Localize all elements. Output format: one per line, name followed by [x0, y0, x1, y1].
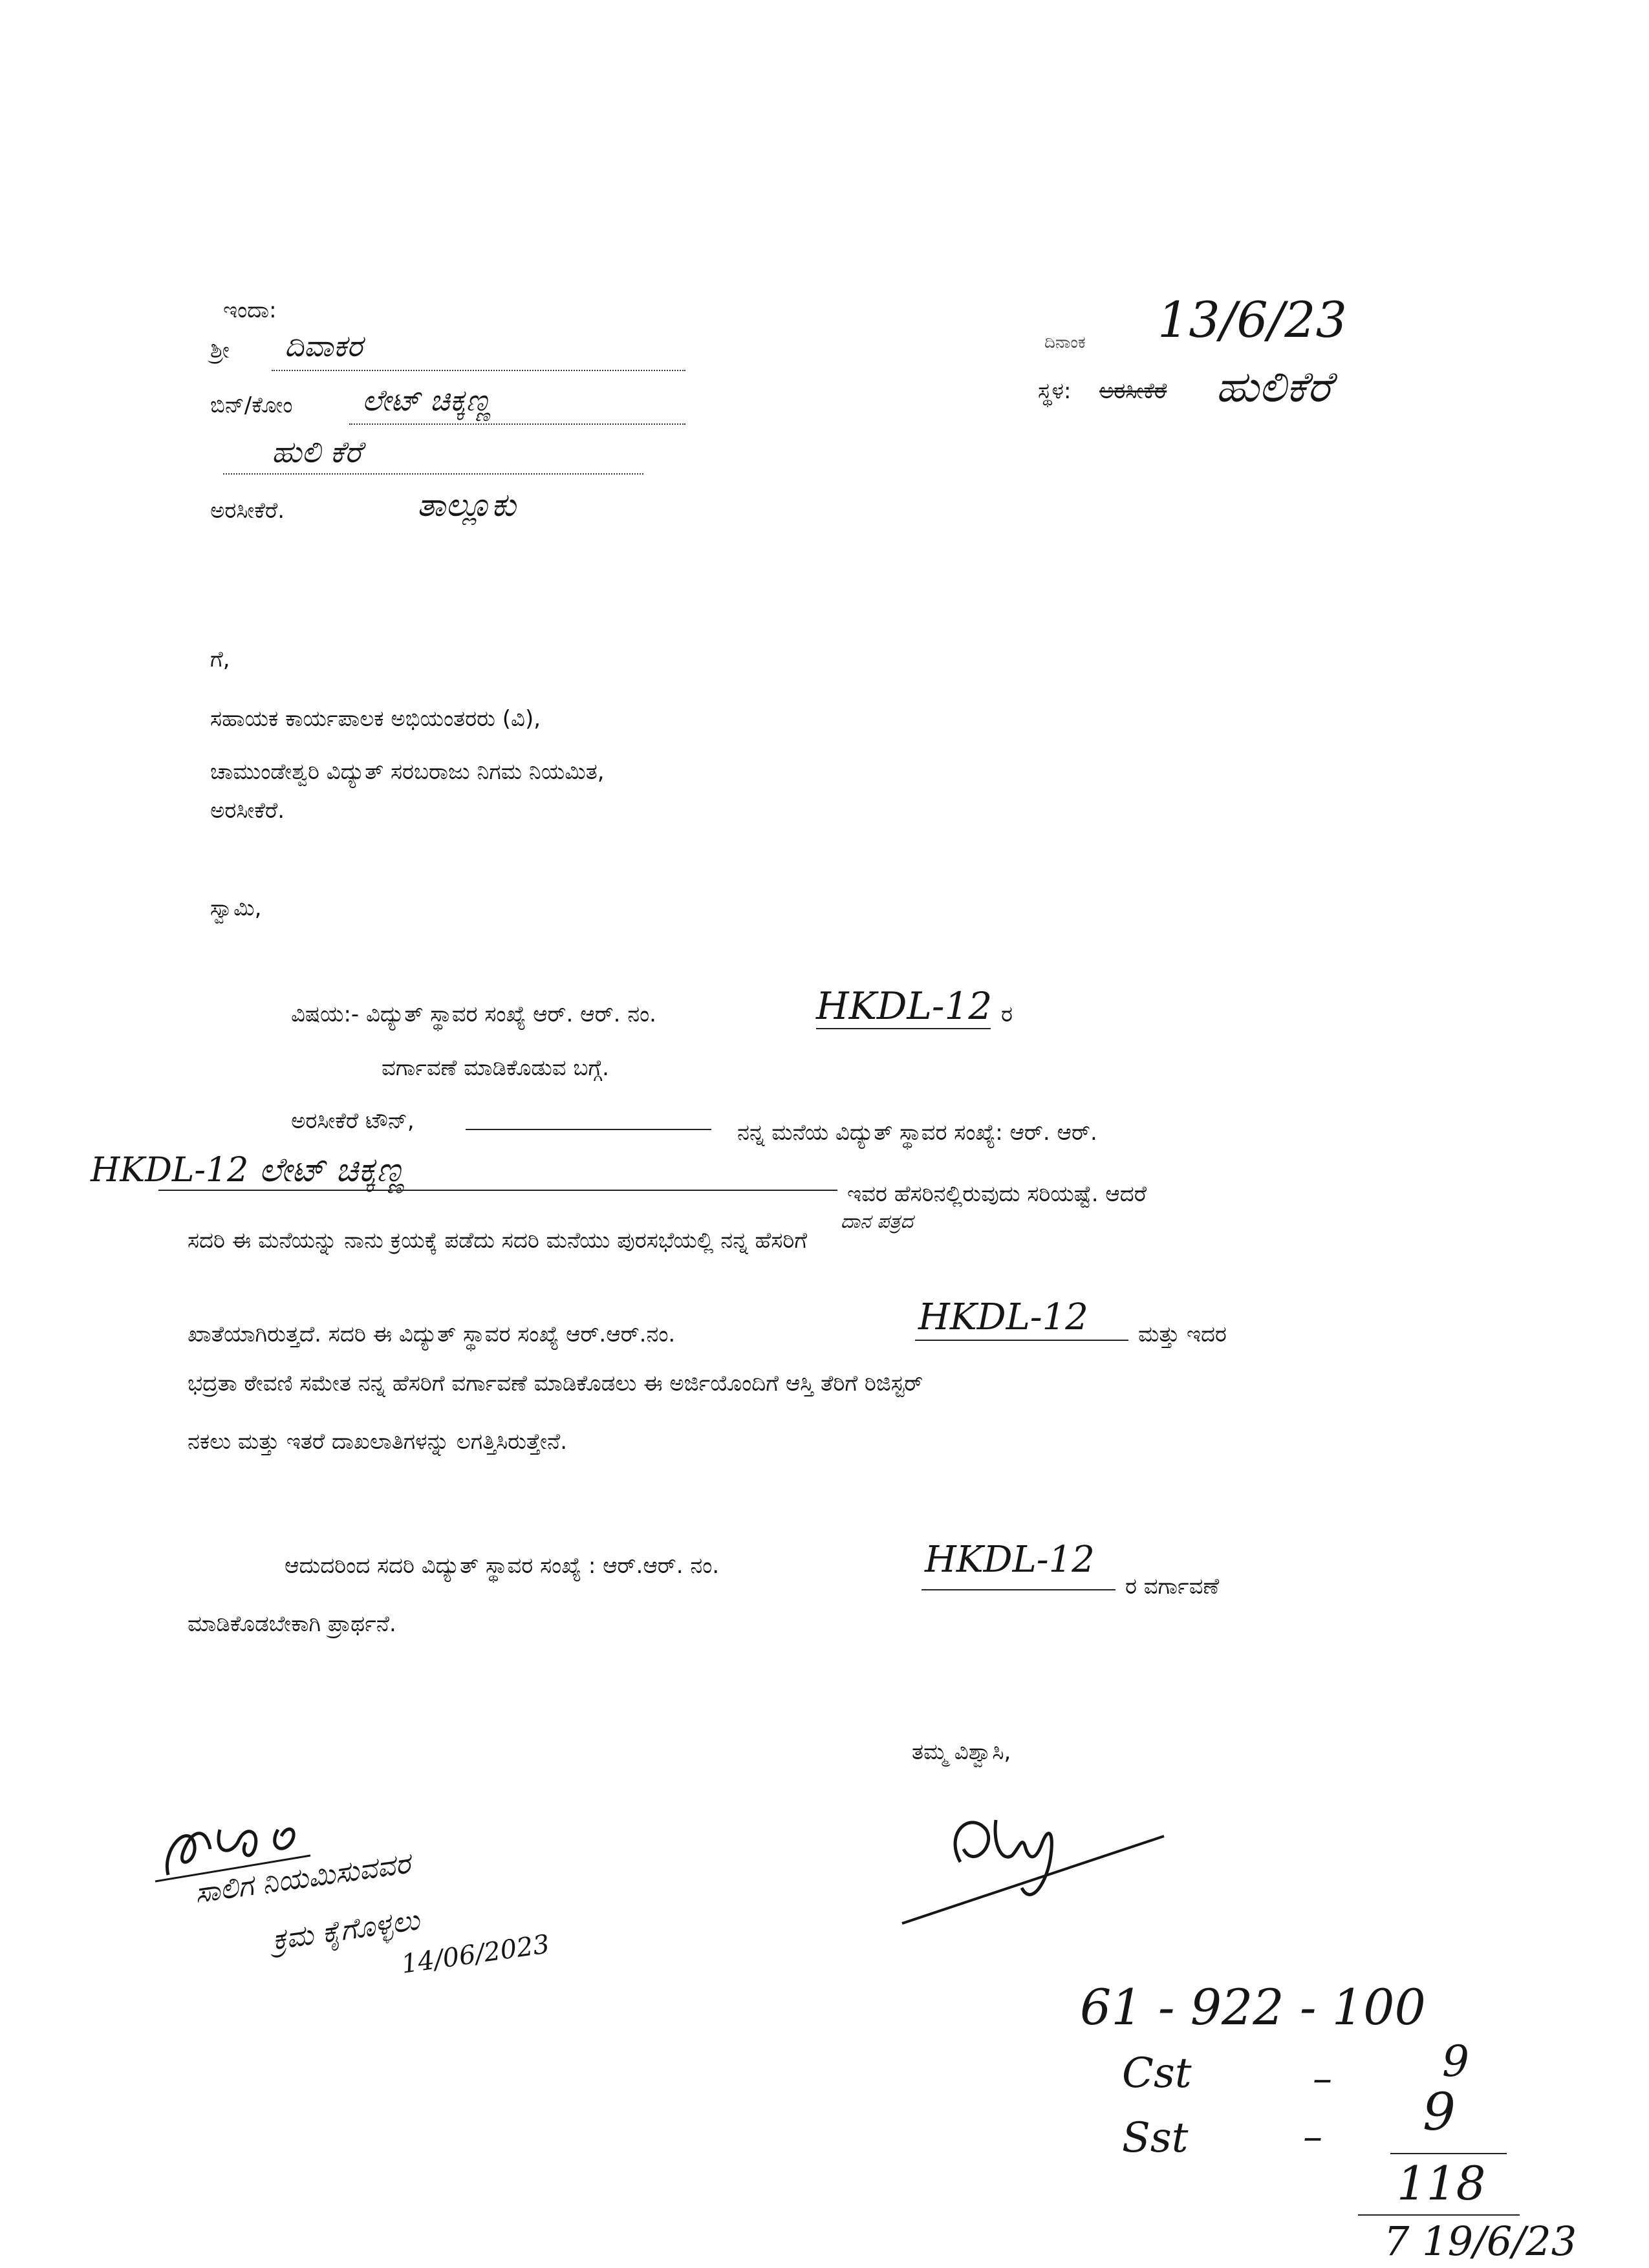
fee-line1: 61 - 922 - 100: [1080, 1978, 1426, 2036]
fee-line3-dash: –: [1303, 2114, 1322, 2159]
body-p4-rr: HKDL-12: [918, 1296, 1088, 1338]
place-value: ಹುಲಿಕೆರೆ: [1216, 362, 1331, 412]
sender-village: ಹುಲಿ ಕೆರೆ: [272, 434, 362, 469]
sender-line1-prefix: ಶ್ರೀ: [210, 337, 230, 363]
recipient-town: ಅರಸೀಕೆರೆ.: [210, 798, 285, 824]
body-p8: ಮಾಡಿಕೊಡಬೇಕಾಗಿ ಪ್ರಾರ್ಥನೆ.: [188, 1611, 396, 1637]
fee-footer: 7 19/6/23: [1384, 2218, 1577, 2265]
endorsement-date: 14/06/2023: [399, 1929, 552, 1980]
subject-line1-start: ವಿಷಯ:- ವಿದ್ಯುತ್ ಸ್ಥಾವರ ಸಂಖ್ಯೆ ಆರ್. ಆರ್. ನಂ.: [291, 1001, 656, 1027]
subject-rr-number: HKDL-12: [816, 984, 993, 1028]
body-p1-end: ನನ್ನ ಮನೆಯ ವಿದ್ಯುತ್ ಸ್ಥಾವರ ಸಂಖ್ಯೆ: ಆರ್. ಆರ್.: [737, 1120, 1097, 1146]
endorsement-line1: ಸಾಲಿಗ ನಿಯಮಿಸುವವರ: [193, 1846, 413, 1910]
body-p1-blank: [466, 1129, 711, 1130]
fee-line2-label: Cst: [1122, 2049, 1192, 2097]
fee-total-rule: [1390, 2153, 1507, 2154]
subject-line1-end: ರ: [1001, 1001, 1013, 1027]
body-p2-end: ಇವರ ಹೆಸರಿನಲ್ಲಿರುವುದು ಸರಿಯಷ್ಟೆ. ಆದರೆ: [847, 1181, 1147, 1207]
fee-line3-value: 9: [1423, 2082, 1456, 2142]
sender-name: ದಿವಾಕರ: [285, 328, 363, 363]
from-label: ಇಂದಾ:: [223, 297, 277, 323]
subject-rr-rule: [816, 1028, 991, 1029]
recipient-designation: ಸಹಾಯಕ ಕಾರ್ಯಪಾಲಕ ಅಭಿಯಂತರರು (ವಿ),: [210, 706, 541, 732]
date-label: ದಿನಾಂಕ: [1044, 333, 1086, 352]
place-struck: ಅರಸೀಕೆರೆ: [1099, 378, 1167, 404]
endorsement-line2: ಕ್ರಮ ಕೈಗೊಳ್ಳಲು: [270, 1903, 422, 1957]
body-p2-handwritten: HKDL-12 ಲೇಟ್ ಚಿಕ್ಕಣ್ಣ: [91, 1151, 405, 1190]
body-p4-end: ಮತ್ತು ಇದರ: [1138, 1321, 1227, 1347]
sender-line1-rule: [272, 370, 685, 371]
fee-footer-rule: [1358, 2214, 1520, 2216]
closing-label: ತಮ್ಮ ವಿಶ್ವಾಸಿ,: [912, 1739, 1011, 1765]
body-p7-start: ಆದುದರಿಂದ ಸದರಿ ವಿದ್ಯುತ್ ಸ್ಥಾವರ ಸಂಖ್ಯೆ : ಆರ್.ಆರ್. ನಂ.: [285, 1553, 720, 1579]
place-label: ಸ್ಥಳ:: [1038, 378, 1072, 404]
body-p7-rr: HKDL-12: [925, 1539, 1095, 1581]
date-value: 13/6/23: [1158, 291, 1347, 348]
fee-line2-dash: –: [1313, 2056, 1332, 2101]
salutation: ಸ್ವಾಮಿ,: [210, 895, 262, 921]
sender-town: ಅರಸೀಕೆರೆ.: [210, 498, 285, 524]
body-p2-rule: [158, 1190, 837, 1191]
sender-taluk: ತಾಲ್ಲೂಕು: [417, 486, 516, 524]
recipient-organisation: ಚಾಮುಂಡೇಶ್ವರಿ ವಿದ್ಯುತ್ ಸರಬರಾಜು ನಿಗಮ ನಿಯಮಿತ,: [210, 759, 605, 785]
body-p7-end: ರ ವರ್ಗಾವಣೆ: [1125, 1574, 1220, 1599]
body-p6: ನಕಲು ಮತ್ತು ಇತರೆ ದಾಖಲಾತಿಗಳನ್ನು ಲಗತ್ತಿಸಿರುತ್ತೇನೆ.: [188, 1429, 568, 1455]
body-p7-rule: [921, 1589, 1116, 1590]
body-p2-insert: ದಾನ ಪತ್ರದ: [841, 1210, 913, 1233]
sender-line2-rule: [349, 423, 685, 425]
sender-parent-name: ಲೇಟ್ ಚಿಕ್ಕಣ್ಣ: [362, 383, 491, 418]
to-label: ಗೆ,: [210, 647, 230, 672]
body-p4-start: ಖಾತೆಯಾಗಿರುತ್ತದೆ. ಸದರಿ ಈ ವಿದ್ಯುತ್ ಸ್ಥಾವರ ಸಂಖ್ಯೆ ಆರ್.ಆರ್.ನಂ.: [188, 1321, 676, 1347]
body-p4-rule: [915, 1340, 1128, 1341]
body-p5: ಭದ್ರತಾ ಠೇವಣಿ ಸಮೇತ ನನ್ನ ಹೆಸರಿಗೆ ವರ್ಗಾವಣೆ ಮಾಡಿಕೊಡಲು ಈ ಅರ್ಜಿಯೊಂದಿಗೆ ಆಸ್ತಿ ತೆರಿಗೆ ರಿಜಿಸ್ಟರ್: [188, 1371, 923, 1396]
fee-total: 118: [1397, 2156, 1486, 2210]
applicant-signature: [899, 1784, 1170, 1933]
sender-line3-rule: [223, 473, 643, 475]
fee-line2-value: 9: [1442, 2037, 1469, 2086]
sender-line2-prefix: ಬಿನ್/ಕೋಂ: [210, 392, 293, 418]
subject-line2: ವರ್ಗಾವಣೆ ಮಾಡಿಕೊಡುವ ಬಗ್ಗೆ.: [382, 1055, 609, 1081]
fee-line3-label: Sst: [1122, 2114, 1189, 2162]
body-p1-start: ಅರಸೀಕೆರೆ ಟೌನ್,: [291, 1108, 415, 1134]
body-p3: ಸದರಿ ಈ ಮನೆಯನ್ನು ನಾನು ಕ್ರಯಕ್ಕೆ ಪಡೆದು ಸದರಿ ಮನೆಯು ಪುರಸಭೆಯಲ್ಲಿ ನನ್ನ ಹೆಸರಿಗೆ: [188, 1228, 808, 1254]
